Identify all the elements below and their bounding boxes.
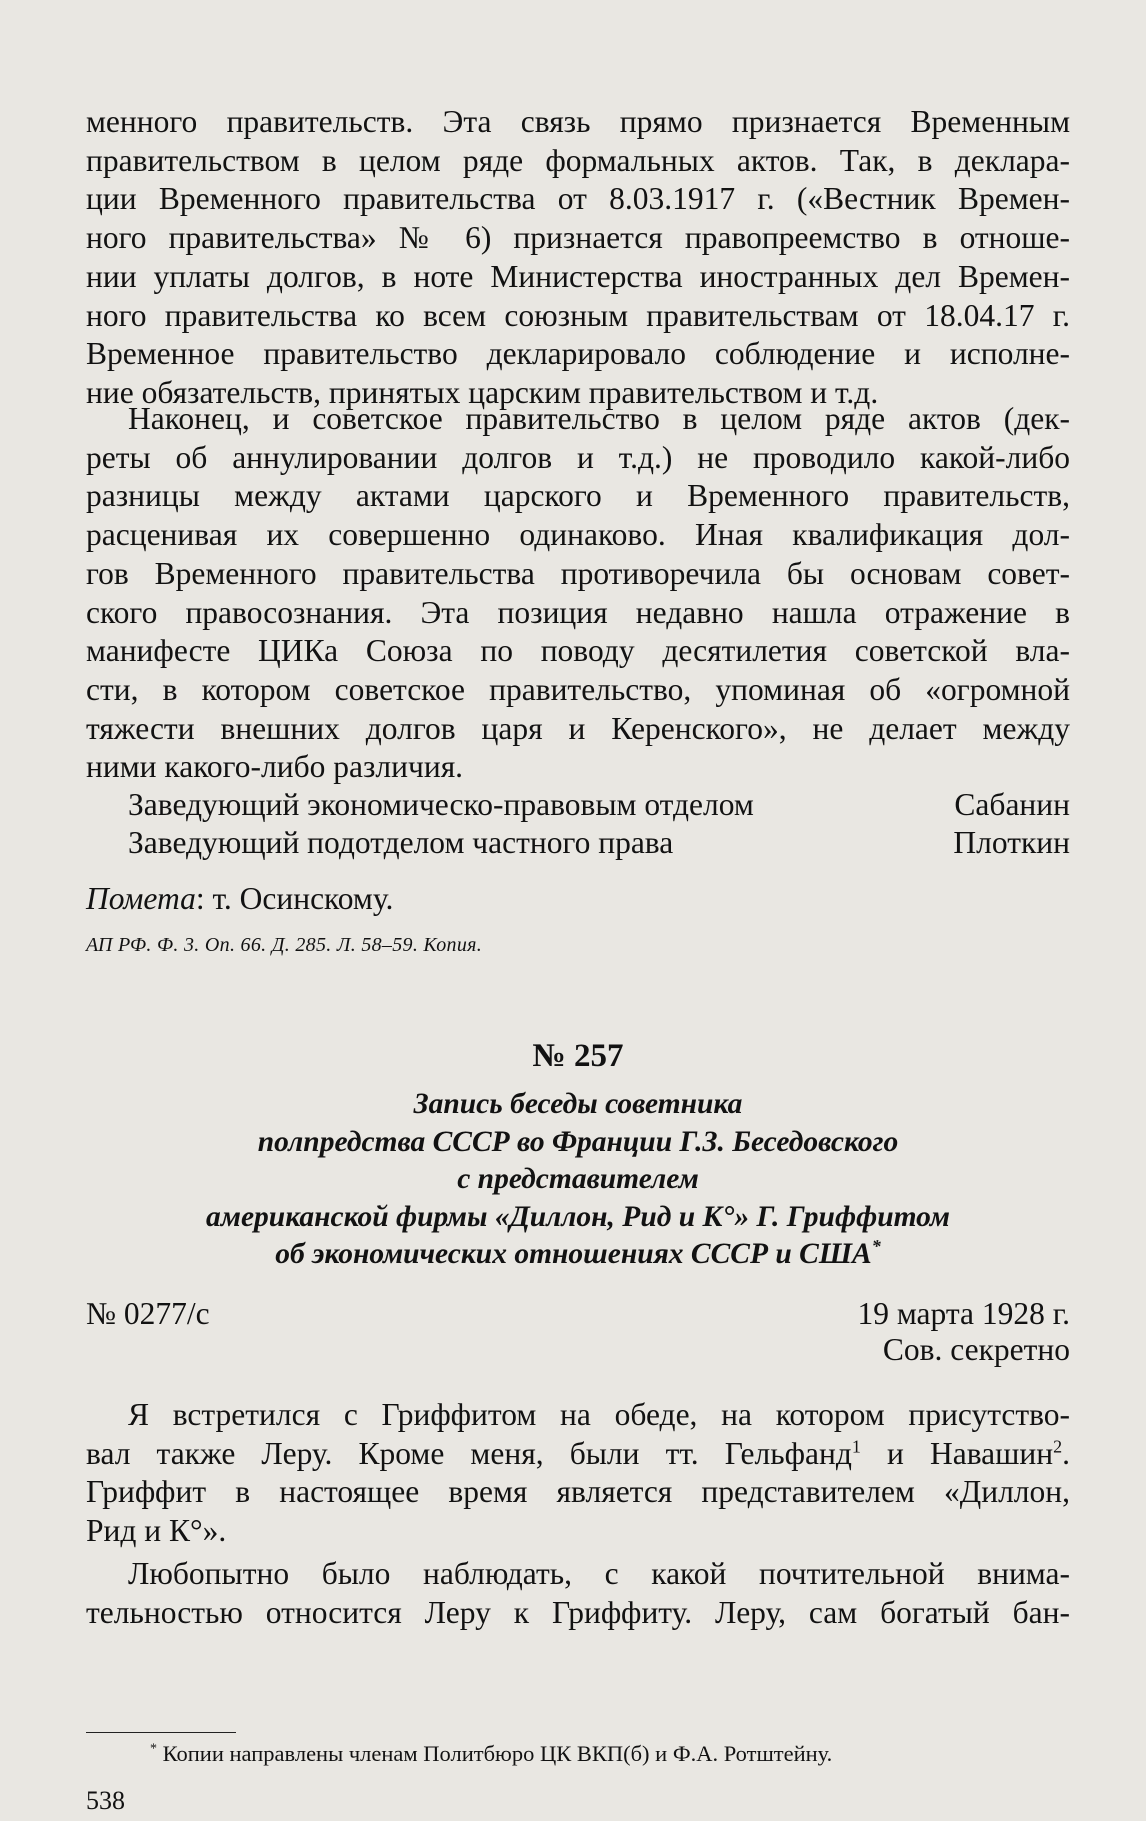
signature-line [86, 786, 1070, 824]
title-line-text: об экономических отношениях СССР и США [275, 1238, 872, 1270]
text-line: гов Временного правительства противоречила бы основам совет- [86, 555, 1070, 591]
registration-number: № 0277/с [86, 1296, 210, 1331]
text-line: реты об аннулировании долгов и т.д.) не проводило какой-либо [86, 439, 1070, 475]
text-line: менного правительств. Эта связь прямо признается Временным [86, 104, 1070, 139]
note-label: Помета [86, 881, 196, 916]
text-line: расценивая их совершенно одинаково. Иная квалификация дол- [86, 517, 1070, 553]
text-line: ними какого-либо различия. [86, 749, 464, 785]
document-number-heading: № 257 [532, 1038, 624, 1074]
footnote-divider [86, 1732, 236, 1733]
text-line: ние обязательств, принятых царским правительством и т.д. [86, 374, 879, 410]
paragraph-soviet-government [86, 400, 1070, 787]
text-line: Гриффит в настоящее время является представителем «Диллон, [86, 1474, 1070, 1510]
text-line: Рид и К°». [86, 1513, 227, 1549]
note-text: : т. Осинскому. [195, 881, 394, 916]
text-line: ции Временного правительства от 8.03.1917 г. («Вестник Времен- [86, 181, 1070, 217]
title-line: полпредства СССР во Франции Г.З. Беседовского [257, 1125, 899, 1158]
text-line: манифесте ЦИКа Союза по поводу десятилетия советской вла- [86, 633, 1070, 669]
text-line: тяжести внешних долгов царя и Керенского», не делает между [86, 710, 1070, 746]
text-line: Наконец, и советское правительство в целом ряде актов (дек- [128, 401, 1070, 436]
archive-reference: АП РФ. Ф. 3. Оп. 66. Д. 285. Л. 58–59. Копия. [86, 934, 483, 956]
signature-name: Сабанин [954, 787, 1070, 822]
footnote-mark: * [150, 1741, 157, 1757]
text-line: тельностью относится Леру к Гриффиту. Леру, сам богатый бан- [86, 1594, 1070, 1630]
signature-line [86, 824, 1070, 862]
annotation-note [86, 880, 1070, 918]
paragraph-continuation [86, 103, 1070, 413]
footnote-mark: * [871, 1236, 881, 1257]
text-line: Временное правительство декларировало соблюдение и исполне- [86, 336, 1070, 372]
title-line: американской фирмы «Диллон, Рид и К°» Г. Гриффитом [205, 1200, 950, 1233]
meta-row [86, 1296, 1070, 1332]
text-line: правительством в целом ряде формальных актов. Так, в деклара- [86, 142, 1070, 178]
paragraph-meeting [86, 1396, 1070, 1551]
footnote-mark: 1 [851, 1436, 861, 1457]
title-line [86, 1236, 1070, 1274]
text-line: ного правительства ко всем союзным правительствам от 18.04.17 г. [86, 297, 1070, 333]
signature-position: Заведующий подотделом частного права [128, 825, 674, 860]
title-line: с представителем [457, 1163, 699, 1195]
paragraph-observation [86, 1555, 1070, 1632]
text-line: нии уплаты долгов, в ноте Министерства иностранных дел Времен- [86, 258, 1070, 294]
text-line: сти, в котором советское правительство, упоминая об «огромной [86, 671, 1070, 707]
signature-name: Плоткин [953, 825, 1070, 860]
document-meta [86, 1296, 1070, 1368]
footnote-mark: 2 [1053, 1436, 1063, 1457]
document-title [86, 1086, 1070, 1274]
text-line: ного правительства» № 6) признается правопреемство в отноше- [86, 220, 1070, 256]
footnote [150, 1740, 832, 1768]
meta-row [86, 1332, 1070, 1368]
text-line: Я встретился с Гриффитом на обеде, на котором присутство- [128, 1397, 1070, 1432]
page-number: 538 [86, 1786, 125, 1815]
text-line: вал также Леру. Кроме меня, были тт. Гельфанд$^1$ и Навашин$^2$. [86, 1435, 1070, 1471]
footnote-text: Копии направлены членам Политбюро ЦК ВКП(б) и Ф.А. Ротштейну. [157, 1741, 833, 1766]
text-line: разницы между актами царского и Временного правительств, [86, 478, 1070, 514]
text-line: ского правосознания. Эта позиция недавно нашла отражение в [86, 594, 1070, 630]
title-line: Запись беседы советника [413, 1088, 743, 1120]
text-line: Любопытно было наблюдать, с какой почтительной внима- [128, 1556, 1070, 1591]
classification-stamp: Сов. секретно [882, 1332, 1070, 1367]
document-date: 19 марта 1928 г. [857, 1296, 1070, 1331]
signature-position: Заведующий экономическо-правовым отделом [128, 787, 754, 822]
signature-block [86, 786, 1070, 862]
